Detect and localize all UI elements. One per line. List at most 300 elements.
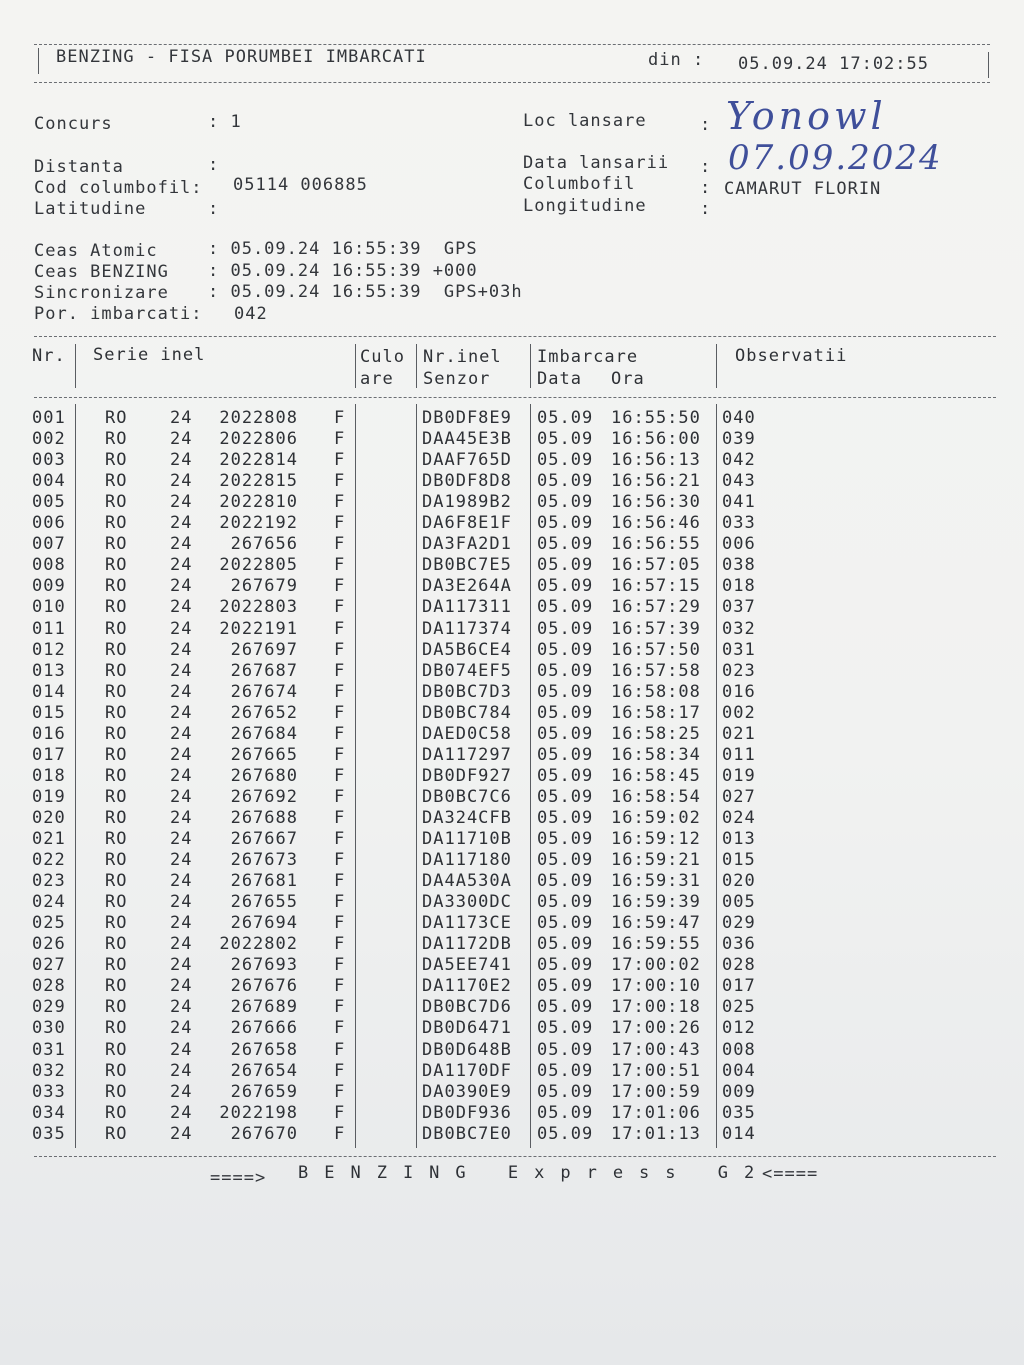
cell-date: 05.09 [537, 723, 594, 744]
cell-year: 24 [170, 1039, 193, 1060]
cell-sensor: DB0BC7D3 [422, 681, 512, 702]
cell-date: 05.09 [537, 639, 594, 660]
cell-time: 16:58:54 [611, 786, 701, 807]
table-header-rule [34, 397, 996, 398]
cell-sex: F [334, 807, 346, 828]
data-lansarii-label: Data lansarii [523, 153, 670, 173]
cell-sex: F [334, 934, 346, 955]
cell-sex: F [334, 871, 346, 892]
cell-sensor: DA117297 [422, 744, 512, 765]
table-row [0, 534, 1024, 555]
cell-nr: 019 [32, 786, 66, 807]
cell-sex: F [334, 765, 346, 786]
loc-lansare-label: Loc lansare [523, 111, 647, 131]
cell-sensor: DA11710B [422, 829, 512, 849]
col-header-serie-inel: Serie inel [93, 345, 206, 365]
cell-ring: 267654 [230, 1060, 298, 1081]
cell-time: 16:59:02 [611, 807, 701, 828]
longitudine-value: : [700, 199, 712, 219]
cell-observatii: 032 [722, 618, 756, 639]
col-header-culoare-1: Culo [360, 347, 405, 367]
cell-sex: F [334, 1018, 346, 1039]
cell-country: RO [105, 1018, 128, 1039]
cell-time: 16:59:31 [611, 871, 701, 892]
cell-observatii: 042 [722, 450, 756, 471]
cell-year: 24 [170, 913, 193, 934]
cell-date: 05.09 [537, 744, 594, 765]
cell-observatii: 015 [722, 850, 756, 871]
cell-country: RO [105, 534, 128, 555]
cell-sex: F [334, 702, 346, 723]
distanta-label: Distanta [34, 157, 124, 177]
cell-ring: 267688 [230, 807, 298, 828]
cell-sex: F [334, 555, 346, 576]
cell-observatii: 009 [722, 1081, 756, 1102]
cell-ring: 2022805 [219, 555, 298, 576]
title-top-rule [34, 44, 990, 45]
cell-nr: 011 [32, 618, 66, 639]
cell-country: RO [105, 807, 128, 828]
cell-year: 24 [170, 450, 193, 471]
columbofil-colon: : [700, 178, 712, 198]
cell-year: 24 [170, 786, 193, 807]
cell-date: 05.09 [537, 555, 594, 576]
cell-observatii: 005 [722, 892, 756, 913]
cell-sex: F [334, 597, 346, 618]
header-divider-observatii [716, 344, 717, 388]
cell-ring: 267681 [230, 871, 298, 892]
cell-country: RO [105, 513, 128, 534]
cell-country: RO [105, 892, 128, 913]
cell-nr: 007 [32, 534, 66, 555]
cell-sensor: DB0DF927 [422, 765, 512, 786]
cell-date: 05.09 [537, 850, 594, 871]
cell-ring: 267693 [230, 955, 298, 976]
ceas-benzing-value: : 05.09.24 16:55:39 +000 [208, 261, 478, 281]
cell-ring: 267676 [230, 976, 298, 997]
cell-country: RO [105, 829, 128, 849]
cell-sensor: DA1170DF [422, 1060, 512, 1081]
ceas-atomic-value: : 05.09.24 16:55:39 GPS [208, 239, 478, 259]
cell-time: 16:56:13 [611, 450, 701, 471]
cell-ring: 267674 [230, 681, 298, 702]
cell-country: RO [105, 955, 128, 976]
table-row [0, 892, 1024, 913]
cell-year: 24 [170, 618, 193, 639]
cell-date: 05.09 [537, 1018, 594, 1039]
cell-sex: F [334, 534, 346, 555]
cell-sensor: DA117180 [422, 850, 512, 871]
header-divider-nr [75, 344, 76, 388]
data-lansarii-colon: : [700, 157, 712, 177]
cell-sensor: DAAF765D [422, 450, 512, 471]
cell-nr: 017 [32, 744, 66, 765]
cell-date: 05.09 [537, 597, 594, 618]
cell-observatii: 031 [722, 639, 756, 660]
cell-time: 16:58:17 [611, 702, 701, 723]
cell-year: 24 [170, 513, 193, 534]
cell-nr: 012 [32, 639, 66, 660]
cell-observatii: 035 [722, 1102, 756, 1123]
cell-nr: 005 [32, 492, 66, 513]
cell-time: 16:59:21 [611, 850, 701, 871]
cell-sensor: DA1173CE [422, 913, 512, 934]
cod-columbofil-value: 05114 006885 [233, 175, 368, 195]
cell-nr: 024 [32, 892, 66, 913]
cell-sensor: DA117311 [422, 597, 512, 618]
cell-observatii: 039 [722, 429, 756, 450]
cell-ring: 267673 [230, 850, 298, 871]
cell-date: 05.09 [537, 1123, 594, 1144]
cell-sensor: DA324CFB [422, 807, 512, 828]
cell-ring: 267694 [230, 913, 298, 934]
cell-observatii: 013 [722, 829, 756, 849]
cell-date: 05.09 [537, 408, 594, 428]
cell-nr: 021 [32, 829, 66, 849]
table-row [0, 1061, 1024, 1082]
cell-year: 24 [170, 555, 193, 576]
cell-year: 24 [170, 1081, 193, 1102]
cell-year: 24 [170, 702, 193, 723]
table-row [0, 513, 1024, 534]
cell-sensor: DA5B6CE4 [422, 639, 512, 660]
cell-observatii: 037 [722, 597, 756, 618]
cell-country: RO [105, 702, 128, 723]
table-top-rule [34, 336, 996, 337]
col-header-data: Data [537, 369, 582, 389]
cell-observatii: 033 [722, 513, 756, 534]
cell-observatii: 025 [722, 997, 756, 1018]
table-row [0, 429, 1024, 450]
cell-country: RO [105, 997, 128, 1018]
table-row [0, 934, 1024, 955]
cell-country: RO [105, 450, 128, 471]
latitudine-value: : [208, 199, 220, 219]
cell-nr: 023 [32, 871, 66, 892]
cell-date: 05.09 [537, 1102, 594, 1123]
cell-ring: 267692 [230, 786, 298, 807]
cell-year: 24 [170, 1018, 193, 1039]
cell-ring: 267680 [230, 765, 298, 786]
cell-date: 05.09 [537, 786, 594, 807]
cell-date: 05.09 [537, 429, 594, 450]
cell-time: 17:00:26 [611, 1018, 701, 1039]
col-header-observatii: Observatii [735, 346, 848, 366]
cell-year: 24 [170, 471, 193, 492]
cell-date: 05.09 [537, 1060, 594, 1081]
cell-nr: 022 [32, 850, 66, 871]
cell-sex: F [334, 492, 346, 513]
cell-date: 05.09 [537, 997, 594, 1018]
cell-year: 24 [170, 408, 193, 428]
cell-sensor: DA117374 [422, 618, 512, 639]
cell-time: 16:58:25 [611, 723, 701, 744]
cell-year: 24 [170, 492, 193, 513]
cell-nr: 016 [32, 723, 66, 744]
cell-sensor: DB0DF8E9 [422, 408, 512, 428]
cell-nr: 001 [32, 408, 66, 428]
table-row [0, 703, 1024, 724]
table-row [0, 408, 1024, 429]
table-row [0, 597, 1024, 618]
cell-sex: F [334, 1039, 346, 1060]
cell-country: RO [105, 934, 128, 955]
loc-lansare-colon: : [700, 115, 712, 135]
cell-time: 16:56:00 [611, 429, 701, 450]
cell-sensor: DA3FA2D1 [422, 534, 512, 555]
sincronizare-label: Sincronizare [34, 283, 169, 303]
cell-country: RO [105, 429, 128, 450]
document-title: BENZING - FISA PORUMBEI IMBARCATI [56, 47, 427, 67]
cell-observatii: 038 [722, 555, 756, 576]
cell-sensor: DB0BC7C6 [422, 786, 512, 807]
table-row [0, 555, 1024, 576]
cell-time: 16:56:30 [611, 492, 701, 513]
cell-observatii: 017 [722, 976, 756, 997]
din-label: din : [648, 50, 705, 70]
cell-year: 24 [170, 597, 193, 618]
cell-time: 16:55:50 [611, 408, 701, 428]
cell-country: RO [105, 681, 128, 702]
table-row [0, 640, 1024, 661]
cell-year: 24 [170, 976, 193, 997]
table-row [0, 850, 1024, 871]
cell-ring: 2022192 [219, 513, 298, 534]
cell-sensor: DB0DF8D8 [422, 471, 512, 492]
cell-observatii: 019 [722, 765, 756, 786]
footer-right-arrow: <==== [762, 1164, 819, 1184]
cell-nr: 029 [32, 997, 66, 1018]
cell-ring: 267655 [230, 892, 298, 913]
cell-sensor: DA6F8E1F [422, 513, 512, 534]
cell-observatii: 036 [722, 934, 756, 955]
cell-time: 16:57:29 [611, 597, 701, 618]
cell-year: 24 [170, 660, 193, 681]
cell-ring: 267652 [230, 702, 298, 723]
longitudine-label: Longitudine [523, 196, 647, 216]
cell-ring: 267684 [230, 723, 298, 744]
cell-ring: 267670 [230, 1123, 298, 1144]
cell-date: 05.09 [537, 871, 594, 892]
cell-sex: F [334, 639, 346, 660]
cell-ring: 267687 [230, 660, 298, 681]
cell-date: 05.09 [537, 450, 594, 471]
cell-country: RO [105, 871, 128, 892]
cell-nr: 018 [32, 765, 66, 786]
cell-sex: F [334, 408, 346, 428]
cell-nr: 032 [32, 1060, 66, 1081]
table-row [0, 955, 1024, 976]
cell-time: 16:57:05 [611, 555, 701, 576]
cell-nr: 026 [32, 934, 66, 955]
cell-sensor: DAED0C58 [422, 723, 512, 744]
columbofil-value: CAMARUT FLORIN [724, 179, 882, 199]
cell-time: 17:00:18 [611, 997, 701, 1018]
cell-ring: 267665 [230, 744, 298, 765]
cell-sensor: DA1170E2 [422, 976, 512, 997]
cell-sex: F [334, 471, 346, 492]
table-row [0, 787, 1024, 808]
cell-observatii: 043 [722, 471, 756, 492]
cell-sex: F [334, 850, 346, 871]
cell-nr: 006 [32, 513, 66, 534]
cell-sex: F [334, 450, 346, 471]
cell-ring: 2022191 [219, 618, 298, 639]
cell-date: 05.09 [537, 471, 594, 492]
cell-country: RO [105, 1102, 128, 1123]
cell-country: RO [105, 408, 128, 428]
table-row [0, 1082, 1024, 1103]
cell-country: RO [105, 639, 128, 660]
cell-date: 05.09 [537, 955, 594, 976]
cell-sex: F [334, 744, 346, 765]
cell-year: 24 [170, 681, 193, 702]
cell-date: 05.09 [537, 913, 594, 934]
cell-observatii: 029 [722, 913, 756, 934]
cell-time: 16:59:47 [611, 913, 701, 934]
columbofil-label: Columbofil [523, 174, 636, 194]
cell-year: 24 [170, 850, 193, 871]
cell-time: 16:57:58 [611, 660, 701, 681]
cell-date: 05.09 [537, 765, 594, 786]
cell-time: 16:57:50 [611, 639, 701, 660]
cell-country: RO [105, 1081, 128, 1102]
table-row [0, 766, 1024, 787]
cell-sex: F [334, 576, 346, 597]
col-header-nr-inel: Nr.inel [423, 347, 502, 367]
sincronizare-value: : 05.09.24 16:55:39 GPS+03h [208, 282, 523, 302]
cell-observatii: 016 [722, 681, 756, 702]
cell-date: 05.09 [537, 492, 594, 513]
ceas-benzing-label: Ceas BENZING [34, 262, 169, 282]
cell-ring: 2022802 [219, 934, 298, 955]
print-datetime: 05.09.24 17:02:55 [738, 54, 929, 74]
cell-sensor: DA3E264A [422, 576, 512, 597]
cell-sex: F [334, 1123, 346, 1144]
cell-time: 16:57:39 [611, 618, 701, 639]
cell-nr: 003 [32, 450, 66, 471]
table-row [0, 871, 1024, 892]
cell-sex: F [334, 1060, 346, 1081]
cell-observatii: 028 [722, 955, 756, 976]
cell-observatii: 041 [722, 492, 756, 513]
cell-ring: 267689 [230, 997, 298, 1018]
por-imbarcati-value: 042 [234, 304, 268, 324]
cell-observatii: 020 [722, 871, 756, 892]
cell-sex: F [334, 955, 346, 976]
cell-year: 24 [170, 765, 193, 786]
cell-year: 24 [170, 892, 193, 913]
title-bottom-rule [34, 82, 990, 83]
cell-time: 17:00:43 [611, 1039, 701, 1060]
cell-ring: 2022808 [219, 408, 298, 428]
cell-nr: 028 [32, 976, 66, 997]
table-row [0, 1040, 1024, 1061]
cell-ring: 267659 [230, 1081, 298, 1102]
concurs-label: Concurs [34, 114, 113, 134]
cell-ring: 2022810 [219, 492, 298, 513]
table-row [0, 1124, 1024, 1145]
cell-nr: 002 [32, 429, 66, 450]
cell-country: RO [105, 492, 128, 513]
header-divider-imbarcare [530, 344, 531, 388]
cell-sensor: DB074EF5 [422, 660, 512, 681]
cell-year: 24 [170, 744, 193, 765]
title-right-border [988, 52, 989, 78]
cell-nr: 025 [32, 913, 66, 934]
cell-date: 05.09 [537, 807, 594, 828]
cell-observatii: 024 [722, 807, 756, 828]
cell-time: 17:01:06 [611, 1102, 701, 1123]
cell-nr: 015 [32, 702, 66, 723]
cell-date: 05.09 [537, 681, 594, 702]
cell-ring: 267666 [230, 1018, 298, 1039]
cell-country: RO [105, 744, 128, 765]
cell-date: 05.09 [537, 1039, 594, 1060]
title-left-border [38, 48, 39, 74]
table-row [0, 745, 1024, 766]
cell-year: 24 [170, 1102, 193, 1123]
cell-year: 24 [170, 997, 193, 1018]
table-bottom-rule [34, 1156, 996, 1157]
data-lansarii-handwritten: 07.09.2024 [728, 138, 943, 178]
cell-time: 17:00:10 [611, 976, 701, 997]
cell-nr: 008 [32, 555, 66, 576]
cell-country: RO [105, 471, 128, 492]
cell-date: 05.09 [537, 892, 594, 913]
cell-nr: 031 [32, 1039, 66, 1060]
cell-sex: F [334, 429, 346, 450]
cell-time: 17:00:51 [611, 1060, 701, 1081]
cell-observatii: 021 [722, 723, 756, 744]
cell-ring: 267658 [230, 1039, 298, 1060]
cell-sensor: DA5EE741 [422, 955, 512, 976]
cell-date: 05.09 [537, 976, 594, 997]
cell-nr: 004 [32, 471, 66, 492]
table-row [0, 661, 1024, 682]
cell-sensor: DA1989B2 [422, 492, 512, 513]
table-row [0, 976, 1024, 997]
cell-time: 16:57:15 [611, 576, 701, 597]
cell-year: 24 [170, 1060, 193, 1081]
cell-time: 16:59:55 [611, 934, 701, 955]
cell-country: RO [105, 723, 128, 744]
table-row [0, 1018, 1024, 1039]
cell-time: 16:59:12 [611, 829, 701, 849]
cell-country: RO [105, 1060, 128, 1081]
cell-time: 17:01:13 [611, 1123, 701, 1144]
cell-sensor: DB0BC7D6 [422, 997, 512, 1018]
cell-year: 24 [170, 829, 193, 849]
cell-country: RO [105, 976, 128, 997]
cell-country: RO [105, 1039, 128, 1060]
cell-date: 05.09 [537, 576, 594, 597]
cell-nr: 014 [32, 681, 66, 702]
cell-nr: 013 [32, 660, 66, 681]
cell-nr: 020 [32, 807, 66, 828]
cell-observatii: 011 [722, 744, 756, 765]
cell-date: 05.09 [537, 702, 594, 723]
cell-year: 24 [170, 576, 193, 597]
cell-observatii: 002 [722, 702, 756, 723]
cell-sensor: DA1172DB [422, 934, 512, 955]
cod-columbofil-label: Cod columbofil: [34, 178, 203, 198]
cell-ring: 267667 [230, 829, 298, 849]
header-divider-culoare [355, 344, 356, 388]
cell-sex: F [334, 681, 346, 702]
cell-observatii: 023 [722, 660, 756, 681]
cell-observatii: 008 [722, 1039, 756, 1060]
